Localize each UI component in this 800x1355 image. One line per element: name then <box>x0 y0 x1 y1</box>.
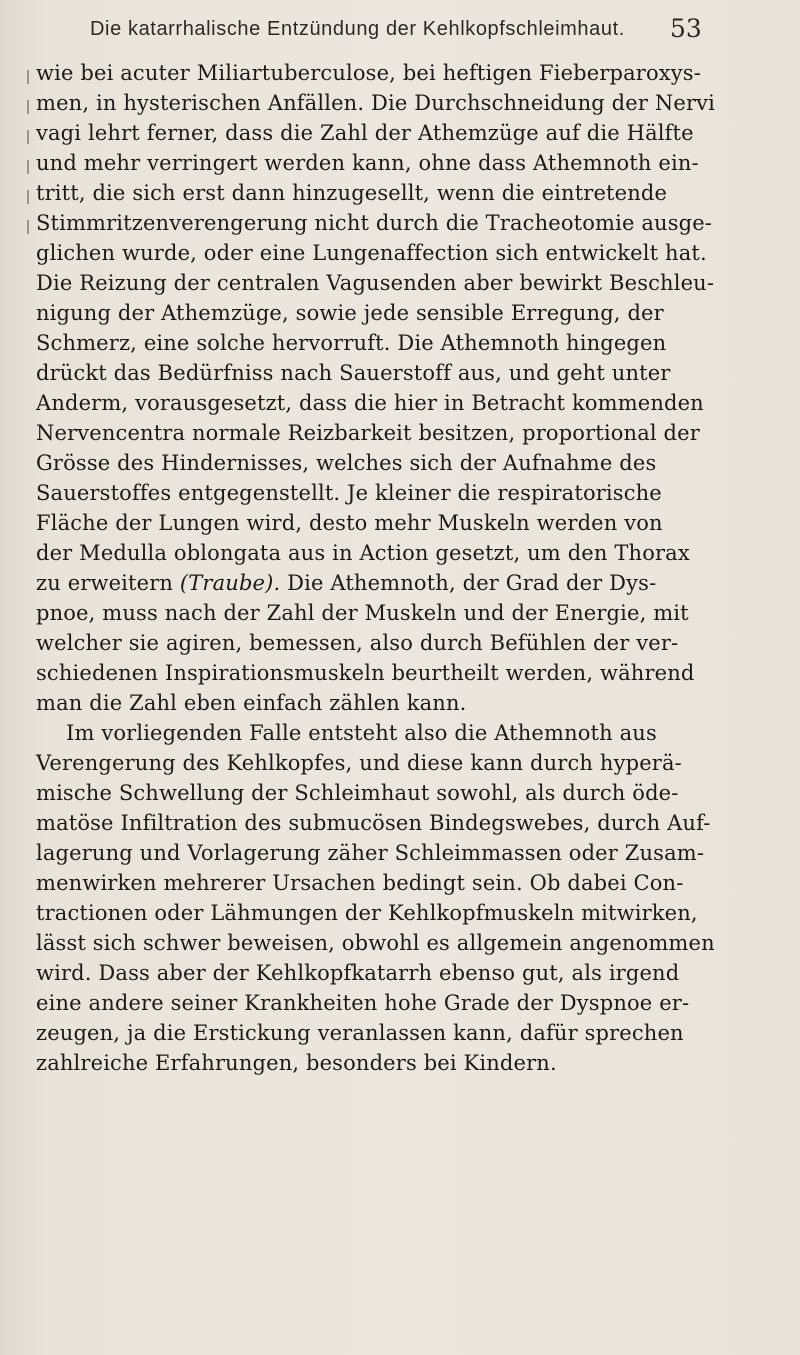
text-line <box>36 568 656 598</box>
text-line: mische Schwellung der Schleimhaut sowohl, als durch öde- <box>36 781 679 805</box>
text-line: matöse Infiltration des submucösen Bindegswebes, durch Auf- <box>36 811 711 835</box>
gutter-mark <box>27 130 29 144</box>
text-line: vagi lehrt ferner, dass die Zahl der Athemzüge auf die Hälfte <box>36 121 694 145</box>
text-line: welcher sie agiren, bemessen, also durch Befühlen der ver- <box>36 631 679 655</box>
text-line: man die Zahl eben einfach zählen kann. <box>36 691 467 715</box>
text-line: und mehr verringert werden kann, ohne dass Athemnoth ein- <box>36 151 699 175</box>
gutter-mark <box>27 100 29 114</box>
citation-traube: (Traube). <box>179 571 281 595</box>
gutter-mark <box>27 190 29 204</box>
text-line: Sauerstoffes entgegenstellt. Je kleiner die respiratorische <box>36 481 662 505</box>
text-segment: Die Athemnoth, der Grad der Dys- <box>280 571 657 595</box>
gutter-mark <box>27 220 29 234</box>
text-line: zahlreiche Erfahrungen, besonders bei Kindern. <box>36 1051 557 1075</box>
text-line: der Medulla oblongata aus in Action gesetzt, um den Thorax <box>36 541 690 565</box>
text-line: menwirken mehrerer Ursachen bedingt sein. Ob dabei Con- <box>36 871 684 895</box>
text-line: men, in hysterischen Anfällen. Die Durchschneidung der Nervi <box>36 91 716 115</box>
text-line: Anderm, vorausgesetzt, dass die hier in Betracht kommenden <box>36 391 704 415</box>
text-line: lässt sich schwer beweisen, obwohl es allgemein angenommen <box>36 931 715 955</box>
text-line: Verengerung des Kehlkopfes, und diese kann durch hyperä- <box>36 751 682 775</box>
text-line: Die Reizung der centralen Vagusenden aber bewirkt Beschleu- <box>36 271 715 295</box>
text-line: Schmerz, eine solche hervorruft. Die Athemnoth hingegen <box>36 331 667 355</box>
text-line: Fläche der Lungen wird, desto mehr Muskeln werden von <box>36 511 663 535</box>
text-line: pnoe, muss nach der Zahl der Muskeln und der Energie, mit <box>36 601 689 625</box>
text-line: glichen wurde, oder eine Lungenaffection sich entwickelt hat. <box>36 241 707 265</box>
text-line: nigung der Athemzüge, sowie jede sensible Erregung, der <box>36 301 664 325</box>
text-line: tritt, die sich erst dann hinzugesellt, wenn die eintretende <box>36 181 668 205</box>
text-line: drückt das Bedürfniss nach Sauerstoff aus, und geht unter <box>36 361 671 385</box>
text-line: zeugen, ja die Erstickung veranlassen kann, dafür sprechen <box>36 1021 684 1045</box>
text-line: Nervencentra normale Reizbarkeit besitzen, proportional der <box>36 421 700 445</box>
text-line: lagerung und Vorlagerung zäher Schleimmassen oder Zusam- <box>36 841 705 865</box>
text-line: eine andere seiner Krankheiten hohe Grade der Dyspnoe er- <box>36 991 690 1015</box>
text-line: Im vorliegenden Falle entsteht also die Athemnoth aus <box>66 721 657 745</box>
text-line: wie bei acuter Miliartuberculose, bei heftigen Fieberparoxys- <box>36 61 701 85</box>
text-line: schiedenen Inspirationsmuskeln beurtheilt werden, während <box>36 661 695 685</box>
text-line: Grösse des Hindernisses, welches sich der Aufnahme des <box>36 451 657 475</box>
text-line: tractionen oder Lähmungen der Kehlkopfmuskeln mitwirken, <box>36 901 698 925</box>
gutter-mark <box>27 70 29 84</box>
running-header: Die katarrhalische Entzündung der Kehlkopfschleimhaut. <box>90 18 625 40</box>
text-line: Stimmritzenverengerung nicht durch die Tracheotomie ausge- <box>36 211 713 235</box>
text-segment: zu erweitern <box>36 571 174 595</box>
text-line: wird. Dass aber der Kehlkopfkatarrh ebenso gut, als irgend <box>36 961 680 985</box>
gutter-mark <box>27 160 29 174</box>
page-number: 53 <box>670 14 702 43</box>
